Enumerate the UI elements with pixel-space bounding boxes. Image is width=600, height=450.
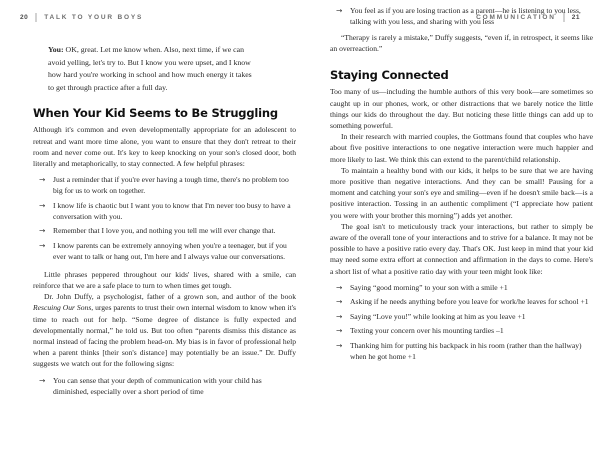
struggling-intro-paragraph: Although it's common and even developmentally appropriate for an adolescent to retreat and want more time alone, you want to ensure that they don't retreat to their room and never come out. It's key to keep knocking on your son's closed door, both literally and metaphorically, to stay connected. A few helpful phrases: [33,125,296,168]
list-item [39,200,296,222]
arrow-bullet-icon: → [336,297,343,307]
list-item [336,311,593,322]
arrow-bullet-icon: → [336,6,343,15]
arrow-bullet-icon: → [39,200,46,210]
arrow-bullet-icon: → [336,282,343,292]
list-item-text: Thanking him for putting his backpack in his room (rather than the hallway) when he got home +1 [350,340,582,361]
warning-signs-list-continued [336,5,593,27]
list-item-text: You can sense that your depth of communication with your child has diminished, especially over a short period of time [53,375,262,396]
list-item [336,325,593,336]
left-page [33,0,296,450]
list-item-text: Texting your concern over his mounting tardies –1 [350,326,504,336]
list-item-text: Just a reminder that if you're ever having a tough time, there's no problem too big for us to work on together. [53,175,289,196]
list-item-text: I know life is chaotic but I want you to know that I'm never too busy to have a conversation with you. [53,200,291,221]
arrow-bullet-icon: → [336,326,343,336]
arrow-bullet-icon: → [336,311,343,321]
right-running-head-title: COMMUNICATION [476,14,556,21]
list-item-text: You feel as if you are losing traction as a parent—he is listening to you less, talking with you less, and sharing with you less [350,6,581,26]
duffy-paragraph [33,291,296,369]
arrow-bullet-icon: → [39,226,46,236]
gottmans-research-paragraph: In their research with married couples, the Gottmans found that couples who have about five positive interactions to one negative interaction were much happier and more likely to last. We think this can extend to the parent/child relationship. [330,132,593,164]
left-page-number: 20 [20,14,29,21]
list-item-text: Saying “Love you!” while looking at him as you leave +1 [350,311,526,321]
list-item [39,240,296,262]
list-item [336,282,593,293]
section-heading-staying-connected: Staying Connected [330,68,449,83]
healthy-bond-paragraph: To maintain a healthy bond with our kids, it helps to be sure that we are having more positive than negative interactions. And they can be small! Pausing for a moment and catching your son's eye and smiling—even if he doesn't smile back—is a positive interaction. Tossing in an authentic compliment (“I appreciate how patient you were with your brother this morning”) adds yet another. [330,165,593,220]
list-item [336,296,593,307]
section-heading-struggling: When Your Kid Seems to Be Struggling [33,106,278,121]
positive-ratio-paragraph: The goal isn't to meticulously track your interactions, but rather to simply be aware of the overall tone of your interactions and to strive for a balance. It may not be possible to have a positive ratio every day. That's OK. Just keep in mind that your kid may need some extra effort at connection and affirmation in the days to come. Here's a short list of what a positive ratio day with your teen might look like: [330,221,593,276]
list-item [39,225,296,236]
right-page [330,0,593,450]
list-item [39,174,296,196]
book-title-italic: Rescuing Our Sons [33,303,92,313]
left-running-head-title: TALK TO YOUR BOYS [44,14,144,21]
arrow-bullet-icon: → [39,375,46,385]
duffy-text-before: Dr. John Duffy, a psychologist, father of a grown son, and author of the book [44,292,296,302]
positive-ratio-list [336,282,593,362]
right-page-number: 21 [571,14,580,21]
dialogue-paragraph [48,44,254,94]
list-item-text: Asking if he needs anything before you leave for work/he leaves for school +1 [350,297,589,307]
list-item [336,5,593,27]
little-phrases-paragraph: Little phrases peppered throughout our kids' lives, shared with a smile, can reinforce that we are a safe place to turn to when times get tough. [33,269,296,290]
list-item-text: Remember that I love you, and nothing you tell me will ever change that. [53,226,276,236]
duffy-text-after: , urges parents to trust their own internal wisdom to know when it's time to reach out for help. “Some degree of distance is fully expected and developmentally normal,” he told us. But too often “parents dismiss this distance as normal instead of facing the problem head-on. My bias is in favor of professional help when a parent thinks [their son's distance] may potentially be an issue.” Dr. Duffy suggests we watch out for the following signs: [33,303,296,369]
helpful-phrases-list [39,174,296,262]
list-item [336,340,593,362]
list-item [39,375,296,397]
therapy-quote-paragraph: “Therapy is rarely a mistake,” Duffy suggests, “even if, in retrospect, it seems like an overreaction.” [330,33,593,54]
dialogue-text: OK, great. Let me know when. Also, next time, if we can avoid yelling, let's try to. But I know you were upset, and I know how hard you're working in school and how much energy it takes to get through practice after a full day. [48,45,252,92]
arrow-bullet-icon: → [336,340,343,350]
arrow-bullet-icon: → [39,175,46,185]
warning-signs-list [39,375,296,397]
dialogue-speaker-label: You: [48,45,64,54]
staying-connected-intro-paragraph: Too many of us—including the humble authors of this very book—are sometimes so caught up in our phones, work, or other distractions that we barely notice the little things our kids do throughout the day. But noticing these little things can add up to something powerful. [330,87,593,131]
list-item-text: I know parents can be extremely annoying when you're a teenager, but if you ever want to talk or hang out, I'm here and I always value our conversations. [53,240,287,261]
arrow-bullet-icon: → [39,240,46,250]
list-item-text: Saying “good morning” to your son with a smile +1 [350,282,508,292]
